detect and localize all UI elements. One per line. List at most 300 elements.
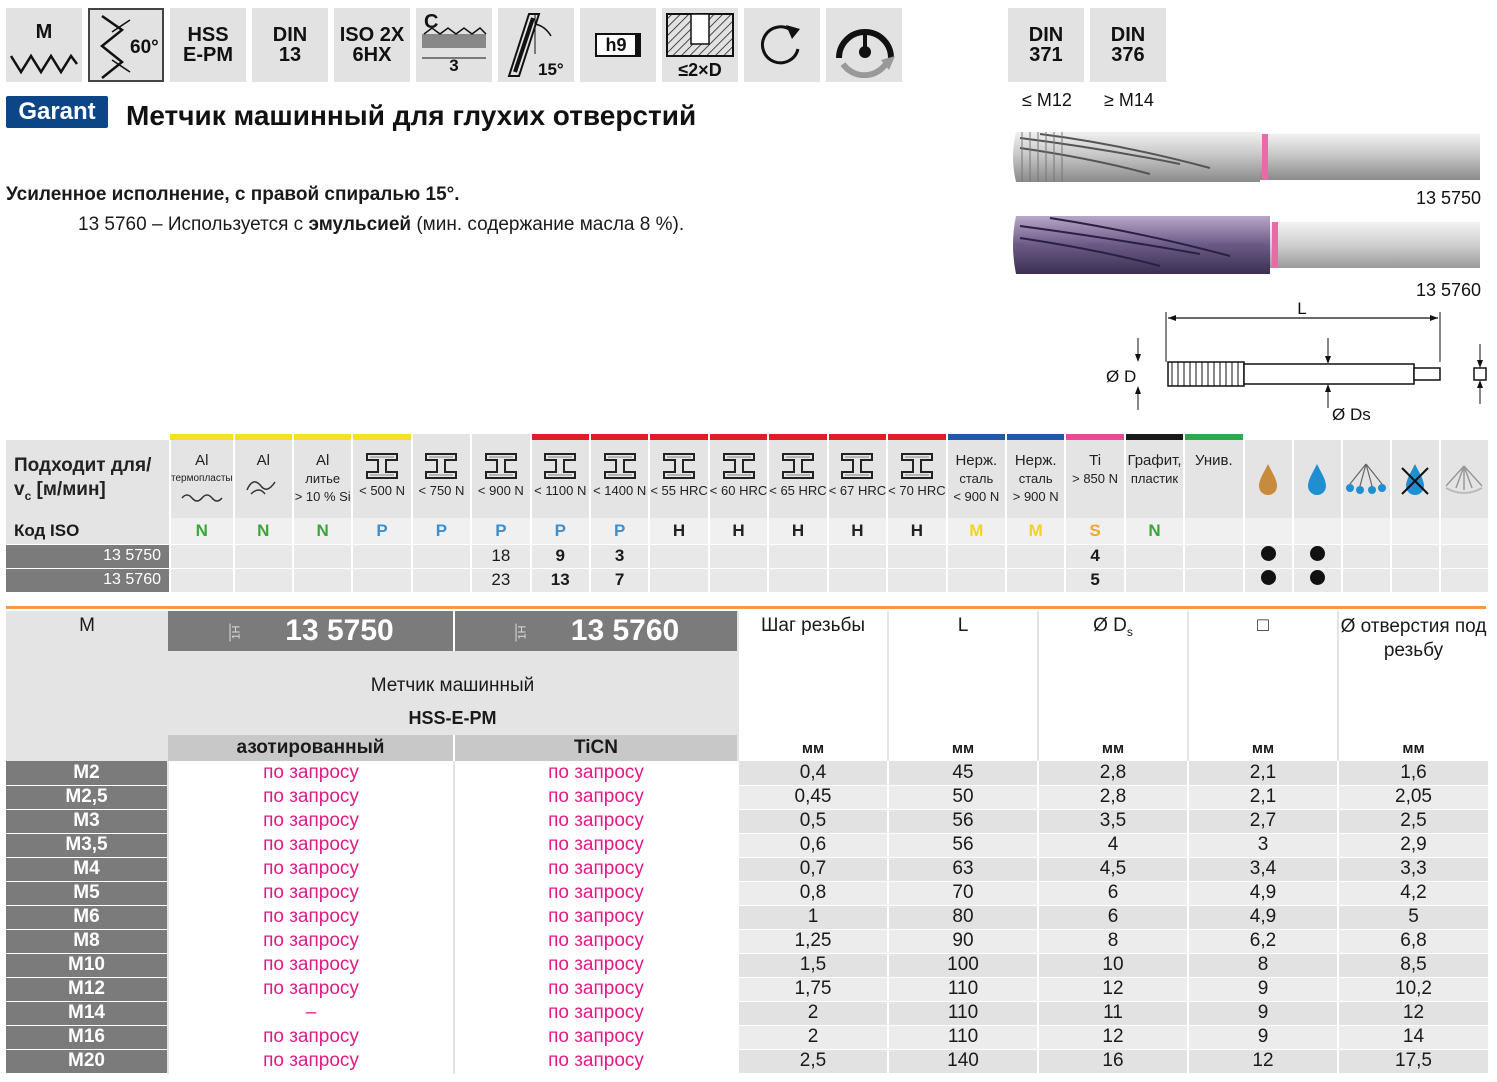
din376-line2: 376 xyxy=(1111,44,1145,66)
size-row xyxy=(6,953,1488,977)
steel-beam-icon xyxy=(781,452,815,480)
chamfer-icon xyxy=(416,8,492,82)
iso-empty-cell xyxy=(1342,518,1391,544)
iso-code: H xyxy=(768,518,827,544)
shank-diameter-value: 12 xyxy=(1038,977,1188,1001)
shank-diameter-value: 12 xyxy=(1038,1025,1188,1049)
material-strength: < 900 N xyxy=(477,483,524,498)
steel-beam-icon xyxy=(484,452,518,480)
square-value: 2,1 xyxy=(1188,761,1338,785)
iso-code: P xyxy=(412,518,471,544)
thread-size: M14 xyxy=(6,1001,168,1025)
pitch-value: 2 xyxy=(738,1025,888,1049)
iso-code: H xyxy=(709,518,768,544)
schema-d-label: Ø D xyxy=(1106,367,1137,386)
helix-angle-label: 15° xyxy=(538,60,564,79)
availability-135760: по запросу xyxy=(454,761,738,785)
iso-code: N xyxy=(234,518,293,544)
material-name: Нерж. xyxy=(1014,452,1057,469)
length-value: 56 xyxy=(888,809,1038,833)
pitch-value: 0,7 xyxy=(738,857,888,881)
material-sub: термопласты xyxy=(171,473,233,484)
availability-135750: по запросу xyxy=(168,785,454,809)
chamfer-value-label: 3 xyxy=(449,56,459,75)
material-column-header xyxy=(531,440,590,518)
length-header: L xyxy=(888,611,1038,735)
material-strength: < 70 HRC xyxy=(888,483,946,498)
material-sub: пластик xyxy=(1130,471,1179,486)
product-code: 13 5760 xyxy=(6,568,170,592)
material-column-header xyxy=(1125,440,1184,518)
emulsion-drop-icon xyxy=(1306,462,1328,496)
cutting-speed-value: 13 xyxy=(531,568,590,592)
din376-line1: DIN xyxy=(1110,24,1146,46)
coating-135750: азотированный xyxy=(168,735,454,761)
coolant-header xyxy=(1440,440,1489,518)
brand-logo: Garant xyxy=(6,96,108,128)
hole-diameter-value: 10,2 xyxy=(1338,977,1488,1001)
coolant-cell xyxy=(1293,544,1342,568)
material-name: Al xyxy=(316,452,330,469)
usage-note-code: 13 5760 – xyxy=(78,214,163,235)
cutting-speed-value xyxy=(709,568,768,592)
product-135750-code: 13 5750 xyxy=(285,614,394,647)
thread-size: M3 xyxy=(6,809,168,833)
cutting-speed-value xyxy=(1125,568,1184,592)
hole-diameter-value: 2,5 xyxy=(1338,809,1488,833)
coolant-cell xyxy=(1293,568,1342,592)
cutting-speed-label: v xyxy=(14,479,25,500)
shank-diameter-value: 4 xyxy=(1038,833,1188,857)
iso-empty-cell xyxy=(1391,518,1440,544)
iso-code: H xyxy=(887,518,946,544)
usage-note-bold: эмульсией xyxy=(308,214,412,235)
hole-diameter-value: 3,3 xyxy=(1338,857,1488,881)
steel-beam-icon xyxy=(722,452,756,480)
availability-135760: по запросу xyxy=(454,1025,738,1049)
chamfer-c-label: C xyxy=(424,11,439,33)
iso-code: P xyxy=(531,518,590,544)
coolant-cell xyxy=(1244,544,1293,568)
iso-empty-cell xyxy=(1440,518,1489,544)
hole-diameter-value: 1,6 xyxy=(1338,761,1488,785)
thread-size: M8 xyxy=(6,929,168,953)
mist-icon xyxy=(1344,462,1388,496)
tap-image-135750 xyxy=(1010,124,1486,190)
cutting-speed-value: 23 xyxy=(471,568,530,592)
steel-beam-icon xyxy=(840,452,874,480)
material-sub: сталь xyxy=(959,471,994,486)
shank-diameter-value: 16 xyxy=(1038,1049,1188,1073)
material-column-header xyxy=(412,440,471,518)
cutting-speed-value xyxy=(649,544,708,568)
availability-135750: по запросу xyxy=(168,977,454,1001)
page-title: Метчик машинный для глухих отверстий xyxy=(126,100,697,131)
material-name: Al xyxy=(256,452,270,469)
length-value: 56 xyxy=(888,833,1038,857)
shank-tolerance-label: h9 xyxy=(595,33,640,57)
shank-diameter-value: 11 xyxy=(1038,1001,1188,1025)
schema-l-label: L xyxy=(1297,299,1307,318)
availability-135750: по запросу xyxy=(168,809,454,833)
cutting-speed-value xyxy=(293,544,352,568)
material-column-header xyxy=(1065,440,1124,518)
cutting-speed-value xyxy=(828,568,887,592)
coolant-cell xyxy=(1440,544,1489,568)
cutting-speed-value: 4 xyxy=(1065,544,1124,568)
metric-thread-icon xyxy=(6,8,82,82)
product-code: 13 5750 xyxy=(6,544,170,568)
cutting-speed-value: 9 xyxy=(531,544,590,568)
section-divider xyxy=(6,606,1486,609)
hole-diameter-value: 12 xyxy=(1338,1001,1488,1025)
image-code-135760: 13 5760 xyxy=(1416,280,1482,300)
hss-epm-icon xyxy=(170,8,246,82)
coating-135760: TiCN xyxy=(454,735,738,761)
material-strength: > 850 N xyxy=(1072,471,1119,486)
shank-diameter-value: 6 xyxy=(1038,905,1188,929)
col-m-header: M xyxy=(6,611,168,761)
availability-135760: по запросу xyxy=(454,785,738,809)
availability-135750: по запросу xyxy=(168,1049,454,1073)
aluminum-chips-icon xyxy=(243,472,283,496)
shank-diameter-value: 8 xyxy=(1038,929,1188,953)
length-value: 140 xyxy=(888,1049,1038,1073)
pitch-value: 1,25 xyxy=(738,929,888,953)
cutting-speed-value xyxy=(352,544,411,568)
shank-diameter-unit: мм xyxy=(1038,735,1188,761)
thread-size: M12 xyxy=(6,977,168,1001)
hss-line1: HSS xyxy=(187,24,229,46)
cutting-speed-value xyxy=(293,568,352,592)
suitable-dot-icon xyxy=(1261,570,1276,585)
din371-icon xyxy=(1008,8,1084,82)
oil-drop-icon xyxy=(1257,462,1279,496)
pitch-value: 2,5 xyxy=(738,1049,888,1073)
material-strength: < 900 N xyxy=(953,489,1000,504)
steel-beam-icon xyxy=(424,452,458,480)
material-name: Ti xyxy=(1089,452,1102,469)
coolant-cell xyxy=(1391,568,1440,592)
coolant-header xyxy=(1293,440,1342,518)
hss-line2: E-PM xyxy=(183,44,233,66)
thread-size: M20 xyxy=(6,1049,168,1073)
coolant-cell xyxy=(1342,568,1391,592)
material-column-header xyxy=(1184,440,1243,518)
length-value: 90 xyxy=(888,929,1038,953)
size-row xyxy=(6,785,1488,809)
material-column-header xyxy=(352,440,411,518)
dry-icon xyxy=(1400,462,1430,496)
thread-size: M16 xyxy=(6,1025,168,1049)
coolant-header xyxy=(1342,440,1391,518)
iso-code: M xyxy=(947,518,1006,544)
iso-code: H xyxy=(649,518,708,544)
square-header: □ xyxy=(1188,611,1338,735)
iso-code-label: Код ISO xyxy=(6,518,170,544)
plastic-swirl-icon xyxy=(180,490,224,504)
thread-size: M10 xyxy=(6,953,168,977)
hole-diameter-header: Ø отверстия под резьбу xyxy=(1338,611,1488,735)
cutting-speed-value xyxy=(412,544,471,568)
size-row xyxy=(6,1025,1488,1049)
pitch-header: Шаг резьбы xyxy=(738,611,888,735)
hole-diameter-unit: мм xyxy=(1338,735,1488,761)
cutting-speed-value xyxy=(1184,568,1243,592)
material-name: Графит, xyxy=(1127,452,1182,469)
schema-ds-label: Ø Ds xyxy=(1332,405,1371,424)
steel-beam-icon xyxy=(662,452,696,480)
cutting-speed-value xyxy=(768,544,827,568)
square-value: 9 xyxy=(1188,1001,1338,1025)
product-135750-header: 1H 13 5750 xyxy=(168,611,454,651)
product-135760-code: 13 5760 xyxy=(570,614,680,647)
suitable-for-header xyxy=(6,440,170,518)
size-row xyxy=(6,881,1488,905)
cutting-speed-value xyxy=(352,568,411,592)
usage-note-pre: Используется с xyxy=(167,214,304,235)
suitable-dot-icon xyxy=(1261,546,1276,561)
cutting-speed-value xyxy=(887,544,946,568)
material-column-header xyxy=(170,440,234,518)
coolant-cell xyxy=(1440,568,1489,592)
gauge-icon xyxy=(826,8,902,82)
availability-135760: по запросу xyxy=(454,1049,738,1073)
hole-diameter-value: 6,8 xyxy=(1338,929,1488,953)
pitch-value: 1,5 xyxy=(738,953,888,977)
material-strength: > 10 % Si xyxy=(294,489,351,504)
availability-135760: по запросу xyxy=(454,929,738,953)
iso-code: P xyxy=(471,518,530,544)
helix-angle-icon xyxy=(498,8,574,82)
availability-135750: по запросу xyxy=(168,1025,454,1049)
availability-135750: по запросу xyxy=(168,953,454,977)
material-column-header xyxy=(649,440,708,518)
cutting-speed-value xyxy=(947,568,1006,592)
length-value: 50 xyxy=(888,785,1038,809)
subtitle: Усиленное исполнение, с правой спиралью 15°. xyxy=(6,184,460,205)
thread-size: M2 xyxy=(6,761,168,785)
din13-icon xyxy=(252,8,328,82)
tolerance-line2: 6HX xyxy=(352,44,392,66)
square-value: 2,7 xyxy=(1188,809,1338,833)
usage-note xyxy=(78,214,684,236)
shank-diameter-label: Ø D xyxy=(1093,615,1127,636)
thread-size: M4 xyxy=(6,857,168,881)
din371-line1: DIN xyxy=(1028,24,1064,46)
size-row xyxy=(6,977,1488,1001)
shank-diameter-header xyxy=(1038,611,1188,735)
din13-line1: DIN xyxy=(272,24,308,46)
hole-diameter-value: 5 xyxy=(1338,905,1488,929)
cutting-speed-value: 5 xyxy=(1065,568,1124,592)
iso-empty-cell xyxy=(1293,518,1342,544)
length-value: 110 xyxy=(888,977,1038,1001)
cutting-speed-sub: c xyxy=(24,488,32,503)
availability-135750: по запросу xyxy=(168,905,454,929)
pitch-value: 0,45 xyxy=(738,785,888,809)
cutting-speed-value xyxy=(234,568,293,592)
pitch-value: 1 xyxy=(738,905,888,929)
shank-diameter-sub: s xyxy=(1126,624,1133,639)
square-value: 4,9 xyxy=(1188,905,1338,929)
iso-empty-cell xyxy=(1244,518,1293,544)
cutting-speed-value xyxy=(649,568,708,592)
cutting-speed-unit: [м/мин] xyxy=(31,479,106,500)
thread-angle-icon xyxy=(88,8,164,82)
hole-diameter-value: 14 xyxy=(1338,1025,1488,1049)
material-strength: < 55 HRC xyxy=(650,483,708,498)
product-name: Метчик машинный xyxy=(168,651,738,701)
product-material: HSS-E-PM xyxy=(168,701,738,735)
square-unit: мм xyxy=(1188,735,1338,761)
material-column-header xyxy=(234,440,293,518)
square-value: 6,2 xyxy=(1188,929,1338,953)
cutting-speed-value xyxy=(1006,568,1065,592)
material-column-header xyxy=(828,440,887,518)
size-row xyxy=(6,1001,1488,1025)
square-value: 2,1 xyxy=(1188,785,1338,809)
product-135760-header: 1H 13 5760 xyxy=(454,611,738,651)
steel-beam-icon xyxy=(603,452,637,480)
shank-diameter-value: 3,5 xyxy=(1038,809,1188,833)
square-value: 3,4 xyxy=(1188,857,1338,881)
material-column-header xyxy=(947,440,1006,518)
material-strength: < 1100 N xyxy=(534,483,587,498)
hole-diameter-value: 17,5 xyxy=(1338,1049,1488,1073)
availability-135760: по запросу xyxy=(454,809,738,833)
material-strength: < 500 N xyxy=(359,483,406,498)
iso-code: P xyxy=(590,518,649,544)
shank-diameter-value: 4,5 xyxy=(1038,857,1188,881)
material-strength: < 750 N xyxy=(418,483,465,498)
coolant-cell xyxy=(1391,544,1440,568)
steel-beam-icon xyxy=(543,452,577,480)
depth-label: ≤2×D xyxy=(678,60,722,80)
shank-diameter-value: 10 xyxy=(1038,953,1188,977)
iso-code: N xyxy=(293,518,352,544)
cutting-speed-value xyxy=(412,568,471,592)
cutting-speed-value: 3 xyxy=(590,544,649,568)
tolerance-line1: ISO 2X xyxy=(339,24,405,46)
steel-beam-icon xyxy=(365,452,399,480)
thread-angle-label: 60° xyxy=(130,37,159,58)
length-value: 100 xyxy=(888,953,1038,977)
coolant-header xyxy=(1391,440,1440,518)
pitch-unit: мм xyxy=(738,735,888,761)
cutting-speed-value xyxy=(170,544,234,568)
length-value: 45 xyxy=(888,761,1038,785)
right-hand-rotation-icon xyxy=(744,8,820,82)
size-row xyxy=(6,857,1488,881)
hole-diameter-value: 8,5 xyxy=(1338,953,1488,977)
cutting-speed-value xyxy=(709,544,768,568)
cutting-speed-value xyxy=(234,544,293,568)
suitable-dot-icon xyxy=(1310,570,1325,585)
pitch-value: 1,75 xyxy=(738,977,888,1001)
cutting-speed-value xyxy=(947,544,1006,568)
material-column-header xyxy=(471,440,530,518)
shank-tolerance-icon xyxy=(580,8,656,82)
thread-profile-label: M xyxy=(35,21,53,43)
suitable-for-label: Подходит для/ xyxy=(14,455,152,476)
tap-image-135760 xyxy=(1010,210,1486,280)
iso-code: P xyxy=(352,518,411,544)
material-strength: > 900 N xyxy=(1012,489,1059,504)
air-icon xyxy=(1442,462,1486,496)
availability-135760: по запросу xyxy=(454,953,738,977)
availability-135760: по запросу xyxy=(454,1001,738,1025)
dimension-table xyxy=(6,611,1488,1074)
cutting-speed-value: 7 xyxy=(590,568,649,592)
size-row xyxy=(6,761,1488,785)
pitch-value: 2 xyxy=(738,1001,888,1025)
material-name: Al xyxy=(195,452,209,469)
cutting-speed-value xyxy=(1125,544,1184,568)
material-sub: литье xyxy=(305,471,341,486)
hole-diameter-value: 2,9 xyxy=(1338,833,1488,857)
iso-code: M xyxy=(1006,518,1065,544)
length-value: 70 xyxy=(888,881,1038,905)
material-table xyxy=(6,434,1490,592)
pitch-value: 0,8 xyxy=(738,881,888,905)
shank-diameter-value: 2,8 xyxy=(1038,761,1188,785)
square-value: 9 xyxy=(1188,977,1338,1001)
size-row xyxy=(6,809,1488,833)
shank-diameter-value: 6 xyxy=(1038,881,1188,905)
availability-135760: по запросу xyxy=(454,833,738,857)
thread-size: M3,5 xyxy=(6,833,168,857)
tolerance-icon xyxy=(334,8,410,82)
material-strength: < 65 HRC xyxy=(769,483,827,498)
availability-135750: – xyxy=(168,1001,454,1025)
hole-diameter-value: 2,05 xyxy=(1338,785,1488,809)
length-value: 80 xyxy=(888,905,1038,929)
availability-135750: по запросу xyxy=(168,881,454,905)
square-value: 4,9 xyxy=(1188,881,1338,905)
cutting-speed-value xyxy=(768,568,827,592)
pitch-value: 0,6 xyxy=(738,833,888,857)
square-value: 8 xyxy=(1188,953,1338,977)
din376-icon xyxy=(1090,8,1166,82)
availability-135750: по запросу xyxy=(168,857,454,881)
iso-code xyxy=(1184,518,1243,544)
material-name: Нерж. xyxy=(955,452,998,469)
feature-icons xyxy=(6,8,902,82)
iso-code: N xyxy=(1125,518,1184,544)
square-value: 3 xyxy=(1188,833,1338,857)
iso-code: S xyxy=(1065,518,1124,544)
coolant-header xyxy=(1244,440,1293,518)
cutting-speed-value xyxy=(828,544,887,568)
din376-range: ≥ M14 xyxy=(1104,90,1154,110)
availability-135760: по запросу xyxy=(454,905,738,929)
material-strength: < 67 HRC xyxy=(828,483,887,498)
image-code-135750: 13 5750 xyxy=(1416,188,1482,208)
square-value: 12 xyxy=(1188,1049,1338,1073)
iso-code: N xyxy=(170,518,234,544)
steel-beam-icon xyxy=(900,452,934,480)
usage-note-post: (мин. содержание масла 8 %). xyxy=(416,214,685,235)
material-column-header xyxy=(887,440,946,518)
material-column-header xyxy=(590,440,649,518)
availability-135750: по запросу xyxy=(168,761,454,785)
coolant-cell xyxy=(1342,544,1391,568)
pitch-value: 0,5 xyxy=(738,809,888,833)
coolant-cell xyxy=(1244,568,1293,592)
dimension-schema xyxy=(1100,298,1492,424)
pitch-value: 0,4 xyxy=(738,761,888,785)
